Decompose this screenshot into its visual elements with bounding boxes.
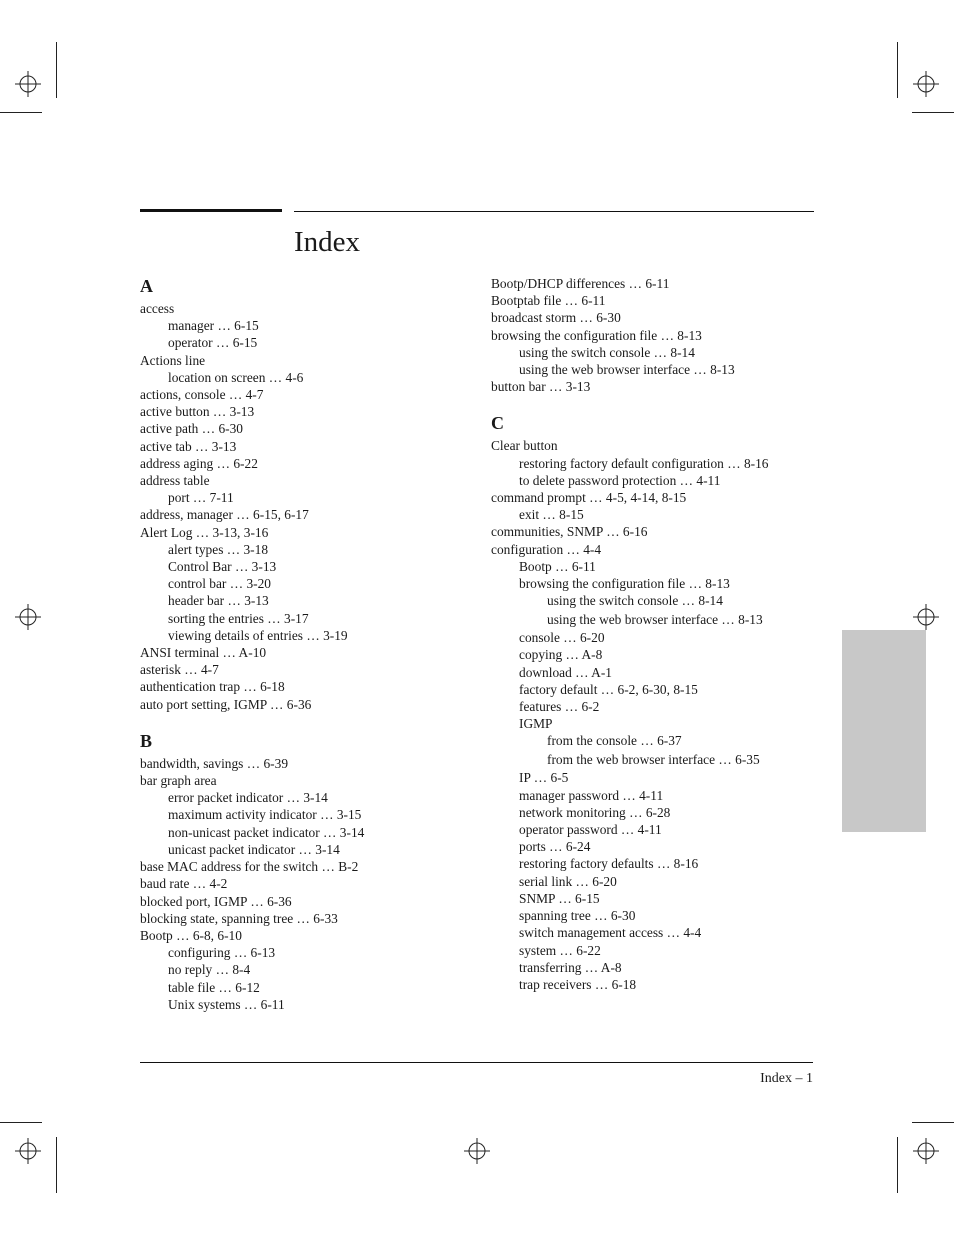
index-subentry: restoring factory defaults … 8-16 bbox=[519, 856, 699, 872]
index-entry: broadcast storm … 6-30 bbox=[491, 310, 621, 326]
index-entry: actions, console … 4-7 bbox=[140, 387, 264, 403]
index-subentry: SNMP … 6-15 bbox=[519, 890, 600, 906]
index-subentry: system … 6-22 bbox=[519, 942, 601, 958]
index-letter-heading: C bbox=[491, 413, 504, 434]
index-entry: Clear button bbox=[491, 438, 558, 454]
index-subentry: IP … 6-5 bbox=[519, 770, 569, 786]
index-subentry: network monitoring … 6-28 bbox=[519, 804, 671, 820]
footer-rule bbox=[140, 1062, 813, 1063]
index-entry: asterisk … 4-7 bbox=[140, 662, 219, 678]
index-subentry: port … 7-11 bbox=[168, 490, 234, 506]
index-entry: Bootptab file … 6-11 bbox=[491, 293, 606, 309]
index-entry: address aging … 6-22 bbox=[140, 455, 258, 471]
index-entry: Bootp/DHCP differences … 6-11 bbox=[491, 276, 670, 291]
index-subentry: ports … 6-24 bbox=[519, 839, 591, 855]
index-subentry: viewing details of entries … 3-19 bbox=[168, 627, 348, 643]
index-subentry: table file … 6-12 bbox=[168, 979, 260, 995]
index-subentry: non-unicast packet indicator … 3-14 bbox=[168, 824, 365, 840]
index-subentry: restoring factory default configuration … 8-16 bbox=[519, 455, 769, 471]
registration-target-icon bbox=[464, 1138, 490, 1164]
index-letter-heading: A bbox=[140, 276, 153, 296]
index-entry: ANSI terminal … A-10 bbox=[140, 645, 267, 661]
index-subentry: copying … A-8 bbox=[519, 647, 603, 663]
index-entry: active path … 6-30 bbox=[140, 421, 243, 437]
index-entry: active tab … 3-13 bbox=[140, 438, 237, 454]
index-subentry: error packet indicator … 3-14 bbox=[168, 790, 328, 806]
index-subentry: using the web browser interface … 8-13 bbox=[547, 611, 763, 627]
registration-target-icon bbox=[913, 71, 939, 97]
section-gap bbox=[491, 395, 831, 412]
index-subentry: Control Bar … 3-13 bbox=[168, 559, 277, 575]
index-subentry: using the switch console … 8-14 bbox=[547, 593, 723, 609]
crop-mark bbox=[912, 112, 954, 113]
index-subentry: operator … 6-15 bbox=[168, 335, 258, 351]
index-entry: address table bbox=[140, 473, 210, 489]
index-subentry: location on screen … 4-6 bbox=[168, 369, 304, 385]
index-subentry: transferring … A-8 bbox=[519, 959, 622, 975]
heading-rule-thin bbox=[294, 211, 814, 212]
index-subentry: browsing the configuration file … 8-13 bbox=[519, 576, 730, 592]
index-subentry: no reply … 8-4 bbox=[168, 962, 251, 978]
index-entry: access bbox=[140, 301, 175, 316]
index-subentry: Unix systems … 6-11 bbox=[168, 996, 285, 1012]
index-letter-heading: B bbox=[140, 730, 153, 751]
crop-mark bbox=[56, 42, 57, 98]
crop-mark bbox=[0, 1122, 42, 1123]
registration-target-icon bbox=[913, 1138, 939, 1164]
index-subentry: download … A-1 bbox=[519, 664, 612, 680]
index-entry: address, manager … 6-15, 6-17 bbox=[140, 507, 309, 523]
index-entry: bandwidth, savings … 6-39 bbox=[140, 755, 289, 771]
index-subentry: maximum activity indicator … 3-15 bbox=[168, 807, 362, 823]
index-entry: communities, SNMP … 6-16 bbox=[491, 524, 648, 540]
crop-mark bbox=[897, 42, 898, 98]
index-subentry: serial link … 6-20 bbox=[519, 873, 617, 889]
index-subentry: console … 6-20 bbox=[519, 630, 605, 646]
page-title: Index bbox=[294, 226, 361, 258]
index-entry: Actions line bbox=[140, 352, 206, 368]
index-subentry: using the web browser interface … 8-13 bbox=[519, 362, 735, 378]
index-entry: blocking state, spanning tree … 6-33 bbox=[140, 910, 338, 926]
index-subentry: IGMP bbox=[519, 716, 553, 732]
index-subentry: from the web browser interface … 6-35 bbox=[547, 751, 760, 767]
index-subentry: configuring … 6-13 bbox=[168, 945, 276, 961]
index-entry: baud rate … 4-2 bbox=[140, 876, 228, 892]
heading-rule-thick bbox=[140, 209, 282, 212]
index-subentry: spanning tree … 6-30 bbox=[519, 908, 636, 924]
index-subentry: sorting the entries … 3-17 bbox=[168, 610, 309, 626]
index-subentry: switch management access … 4-4 bbox=[519, 925, 702, 941]
section-gap bbox=[140, 713, 480, 730]
index-column-right bbox=[491, 275, 831, 993]
index-subentry: features … 6-2 bbox=[519, 699, 600, 715]
index-entry: authentication trap … 6-18 bbox=[140, 679, 285, 695]
index-column-left bbox=[140, 275, 480, 1013]
index-entry: Alert Log … 3-13, 3-16 bbox=[140, 524, 269, 540]
registration-target-icon bbox=[15, 604, 41, 630]
registration-target-icon bbox=[15, 71, 41, 97]
index-subentry: from the console … 6-37 bbox=[547, 733, 682, 749]
index-subentry: header bar … 3-13 bbox=[168, 593, 269, 609]
index-entry: button bar … 3-13 bbox=[491, 379, 591, 395]
index-subentry: trap receivers … 6-18 bbox=[519, 976, 637, 992]
registration-target-icon bbox=[15, 1138, 41, 1164]
index-entry: blocked port, IGMP … 6-36 bbox=[140, 893, 292, 909]
index-subentry: Bootp … 6-11 bbox=[519, 558, 596, 574]
index-subentry: to delete password protection … 4-11 bbox=[519, 472, 721, 488]
index-subentry: control bar … 3-20 bbox=[168, 576, 272, 592]
section-thumb-tab bbox=[842, 630, 926, 832]
index-subentry: using the switch console … 8-14 bbox=[519, 344, 695, 360]
index-entry: Bootp … 6-8, 6-10 bbox=[140, 927, 242, 943]
index-subentry: manager … 6-15 bbox=[168, 318, 259, 334]
page-footer: Index – 1 bbox=[760, 1071, 813, 1086]
index-entry: configuration … 4-4 bbox=[491, 541, 602, 557]
index-subentry: manager password … 4-11 bbox=[519, 787, 664, 803]
crop-mark bbox=[0, 112, 42, 113]
crop-mark bbox=[897, 1137, 898, 1193]
index-subentry: unicast packet indicator … 3-14 bbox=[168, 841, 340, 857]
crop-mark bbox=[56, 1137, 57, 1193]
index-subentry: exit … 8-15 bbox=[519, 507, 584, 523]
crop-mark bbox=[912, 1122, 954, 1123]
index-subentry: factory default … 6-2, 6-30, 8-15 bbox=[519, 681, 698, 697]
registration-target-icon bbox=[913, 604, 939, 630]
index-subentry: operator password … 4-11 bbox=[519, 822, 662, 838]
index-entry: active button … 3-13 bbox=[140, 404, 255, 420]
index-entry: base MAC address for the switch … B-2 bbox=[140, 859, 359, 875]
index-subentry: alert types … 3-18 bbox=[168, 541, 269, 557]
index-entry: browsing the configuration file … 8-13 bbox=[491, 327, 702, 343]
index-entry: command prompt … 4-5, 4-14, 8-15 bbox=[491, 490, 687, 506]
index-entry: bar graph area bbox=[140, 773, 217, 789]
index-entry: auto port setting, IGMP … 6-36 bbox=[140, 696, 312, 712]
